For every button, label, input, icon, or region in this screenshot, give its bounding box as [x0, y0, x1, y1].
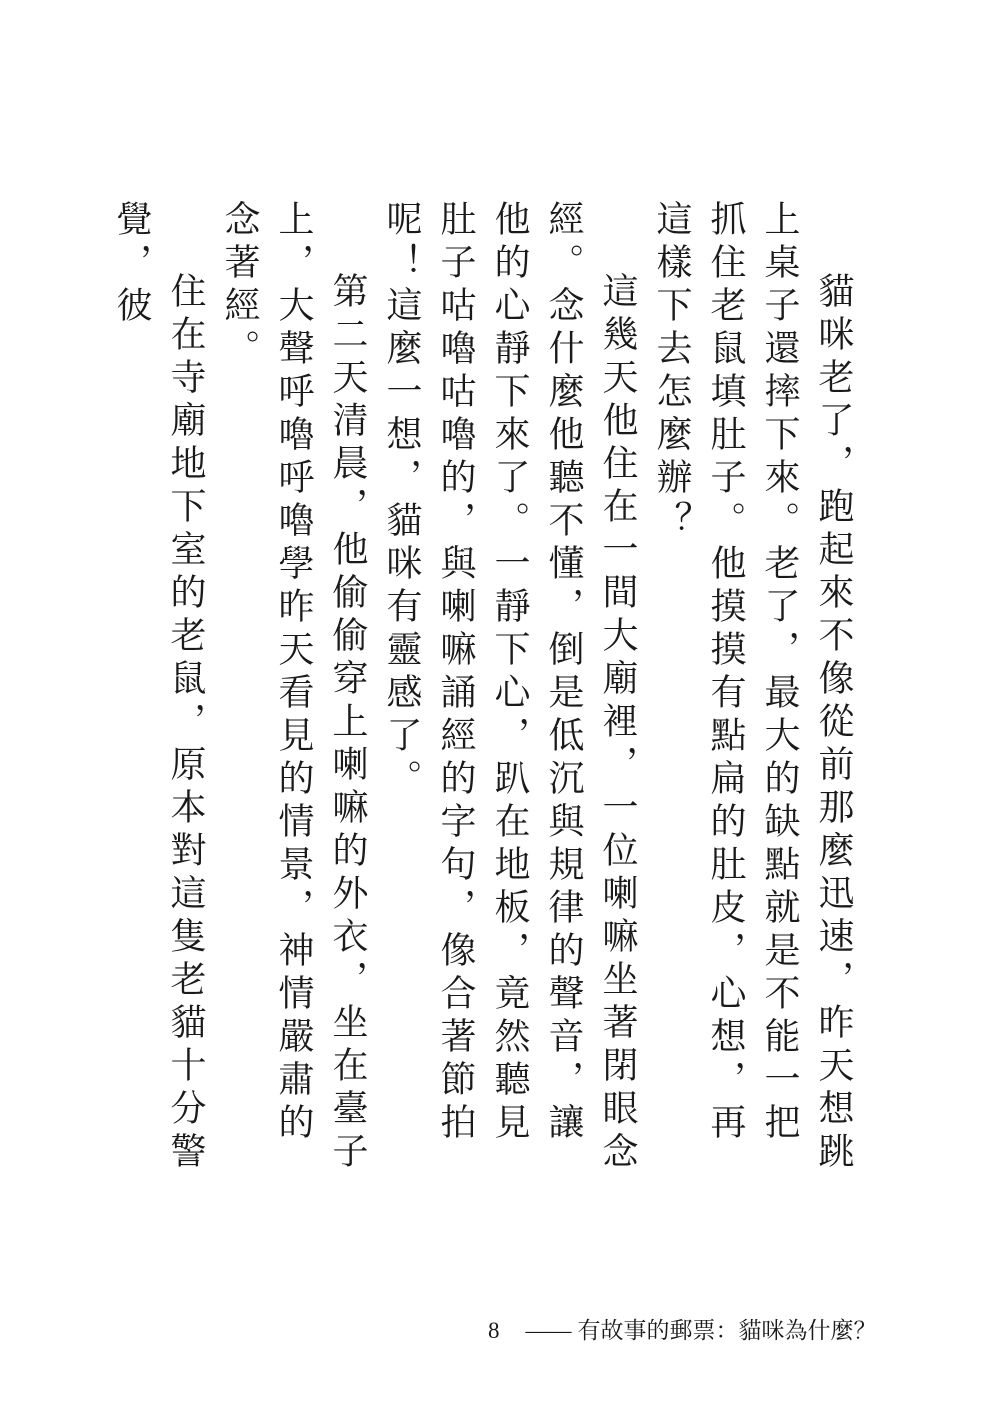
paragraph-2: 這幾天他住在一間大廟裡，一位喇嘛坐著閉眼念經。念什麼他聽不懂，倒是低沉與規律的聲音，讓他的心靜下來了。一靜下心，趴在地板，竟然聽見肚子咕嚕咕嚕的，與喇嘛誦經的字句，像合著節拍呢！這麼一想，貓咪有靈感了。: [381, 200, 638, 1175]
story-text: [111, 200, 860, 1180]
page-number: 8: [488, 1318, 500, 1343]
paragraph-4: 住在寺廟地下室的老鼠，原本對這隻老貓十分警覺，彼: [111, 200, 206, 1175]
footer-dash: ——: [525, 1318, 572, 1343]
book-title: 有故事的郵票：貓咪為什麼？: [577, 1318, 877, 1343]
paragraph-1: 貓咪老了，跑起來不像從前那麼迅速，昨天想跳上桌子還摔下來。老了，最大的缺點就是不能一把抓住老鼠填肚子。他摸摸有點扁的肚皮，心想，再這樣下去怎麼辦？: [651, 200, 854, 1175]
page-footer: [488, 1312, 877, 1345]
paragraph-3: 第二天清晨，他偷偷穿上喇嘛的外衣，坐在臺子上，大聲呼嚕呼嚕學昨天看見的情景，神情嚴肅的念著經。: [219, 200, 368, 1175]
